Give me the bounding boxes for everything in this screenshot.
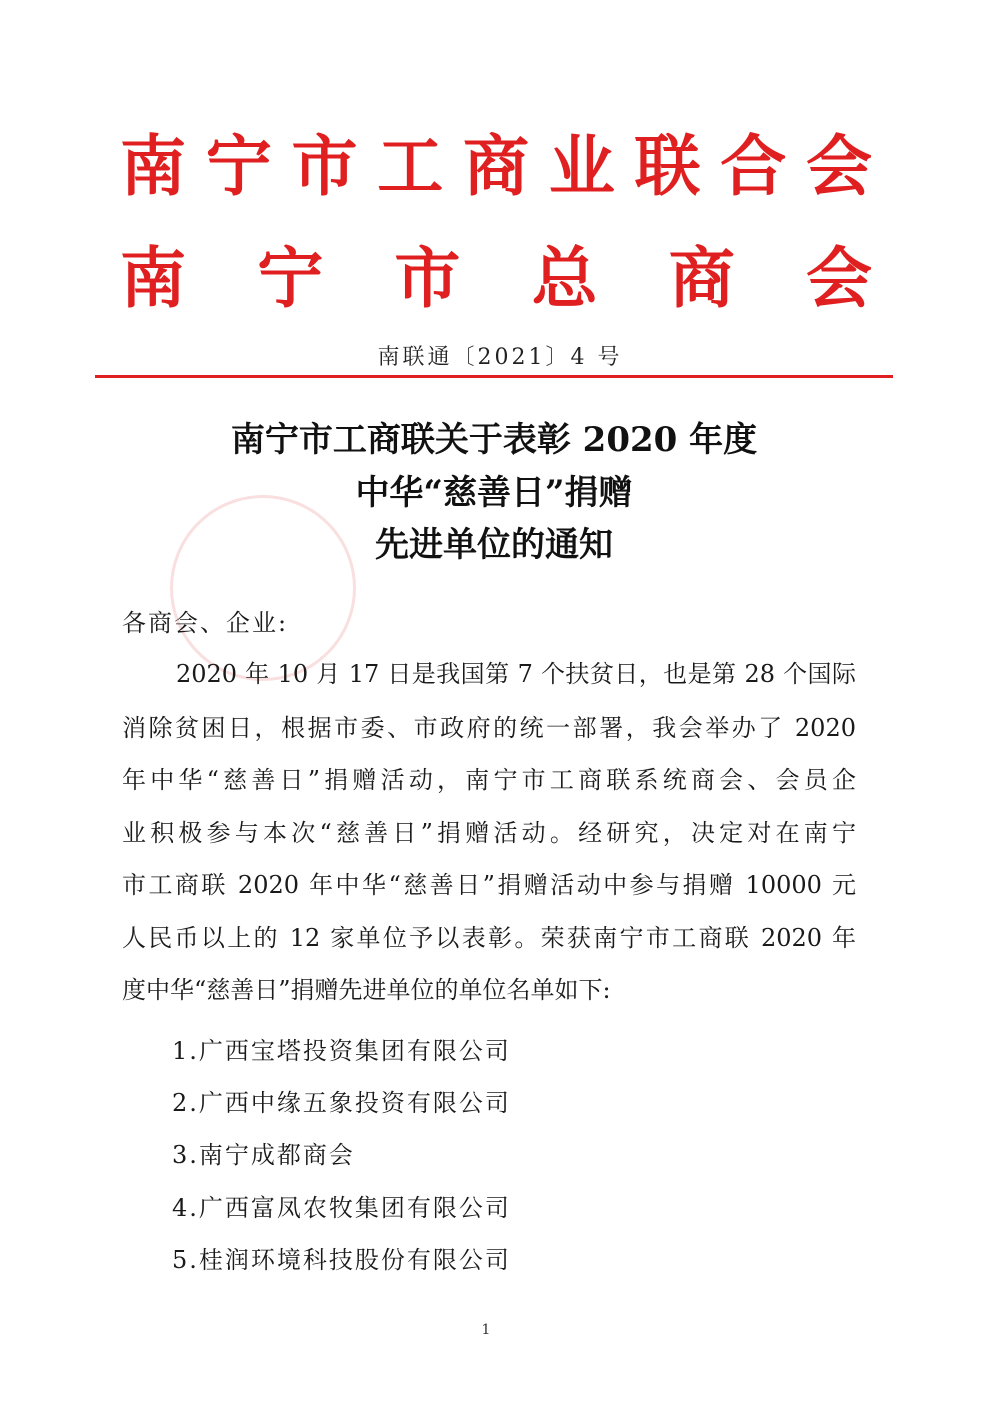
notice-title-line-3: 先进单位的通知 [375, 525, 613, 565]
org-char: 宁 [257, 240, 324, 317]
org-char: 会 [806, 128, 872, 205]
document-number: 南联通〔2021〕4 号 [377, 345, 623, 370]
body-paragraph-line: 人民币以上的 12 家单位予以表彰。荣获南宁市工商联 2020 年 [122, 924, 856, 952]
page-number: 1 [481, 1322, 491, 1338]
awardee-list-item: 2.广西中缘五象投资有限公司 [172, 1089, 511, 1117]
org-char: 总 [531, 240, 598, 317]
org-char: 商 [463, 128, 529, 205]
org-char: 市 [394, 240, 461, 317]
body-paragraph-line: 业积极参与本次“慈善日”捐赠活动。经研究，决定对在南宁 [122, 819, 856, 847]
org-char: 业 [548, 128, 615, 205]
notice-title-line-1: 南宁市工商联关于表彰 2020 年度 [230, 420, 758, 460]
org-char: 合 [720, 128, 787, 205]
org-name-line-2 [120, 240, 872, 317]
org-char: 会 [805, 240, 872, 317]
salutation: 各商会、企业: [122, 609, 289, 637]
faint-seal-stamp [170, 495, 356, 681]
notice-title-line-2: 中华“慈善日”捐赠 [355, 473, 633, 513]
body-paragraph-line: 市工商联 2020 年中华“慈善日”捐赠活动中参与捐赠 10000 元 [122, 871, 856, 899]
awardee-list-item: 1.广西宝塔投资集团有限公司 [172, 1037, 511, 1065]
body-paragraph-line: 年中华“慈善日”捐赠活动，南宁市工商联系统商会、会员企 [122, 766, 856, 794]
org-char: 南 [120, 128, 186, 205]
org-char: 工 [377, 128, 444, 205]
awardee-list-item: 5.桂润环境科技股份有限公司 [172, 1246, 511, 1274]
body-paragraph-line: 消除贫困日，根据市委、市政府的统一部署，我会举办了 2020 [122, 714, 856, 742]
org-char: 联 [634, 128, 701, 205]
org-name-line-1 [120, 128, 872, 205]
org-char: 南 [120, 240, 186, 317]
awardee-list-item: 3.南宁成都商会 [172, 1141, 355, 1169]
org-char: 宁 [205, 128, 272, 205]
org-char: 市 [291, 128, 358, 205]
header-divider [95, 375, 893, 378]
body-paragraph-line: 度中华“慈善日”捐赠先进单位的单位名单如下: [122, 976, 611, 1004]
body-paragraph-line: 2020 年 10 月 17 日是我国第 7 个扶贫日，也是第 28 个国际 [176, 660, 856, 688]
awardee-list-item: 4.广西富凤农牧集团有限公司 [172, 1194, 511, 1222]
org-char: 商 [668, 240, 735, 317]
